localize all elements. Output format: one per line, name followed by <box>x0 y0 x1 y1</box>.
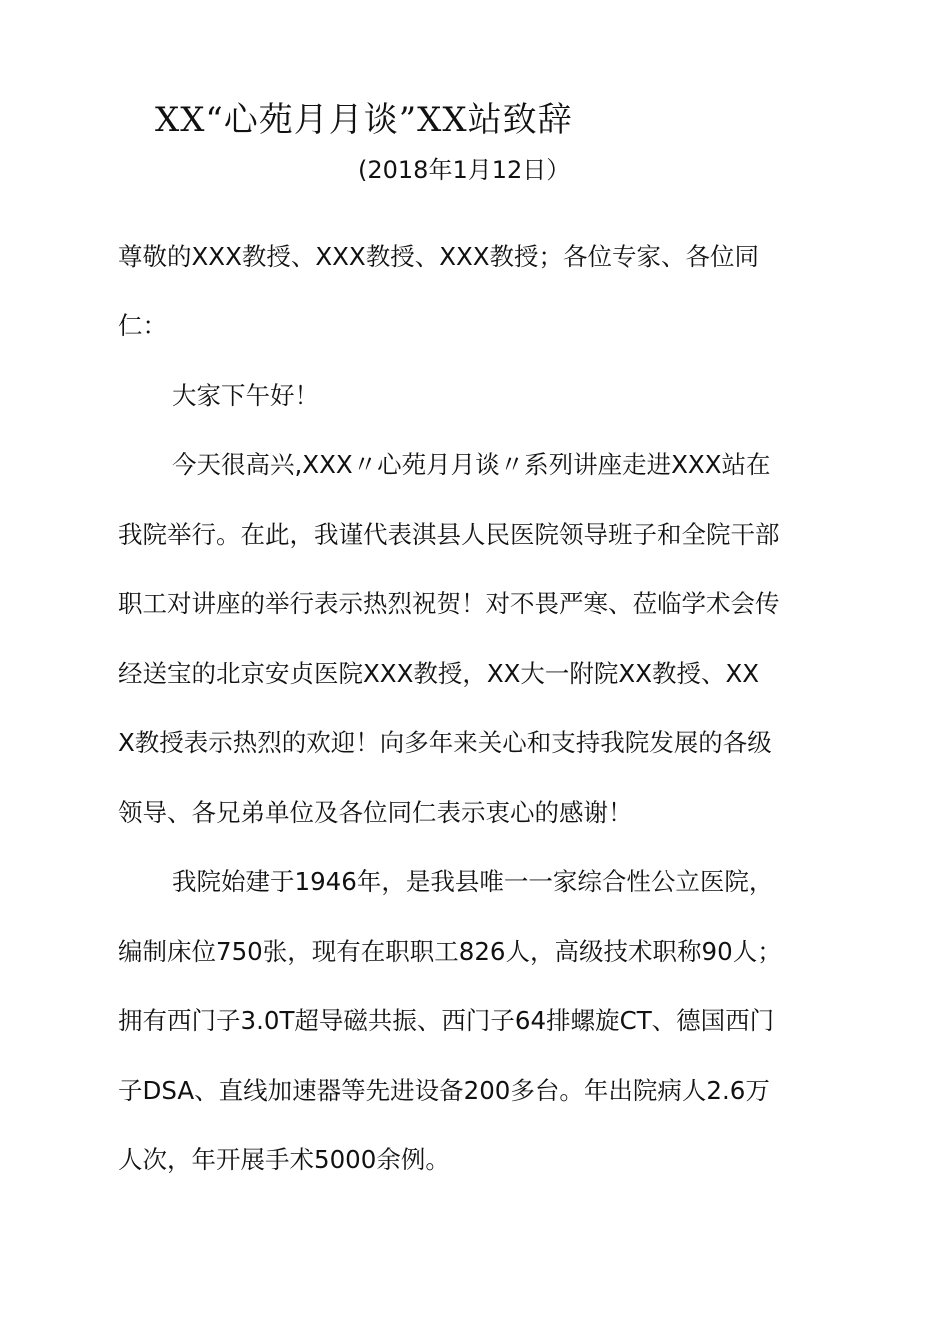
text-line: 人次，年开展手术5000余例。 <box>118 1145 450 1174</box>
text-line: 大家下午好！ <box>172 381 319 410</box>
document-title: XX“心苑月月谈”XX站致辞 <box>155 100 573 140</box>
text-line: 我院举行。在此，我谨代表淇县人民医院领导班子和全院干部 <box>118 520 780 549</box>
text-line: 我院始建于1946年，是我县唯一一家综合性公立医院， <box>172 867 774 896</box>
text-line: 子DSA、直线加速器等先进设备200多台。年出院病人2.6万 <box>118 1076 770 1105</box>
text-line: X教授表示热烈的欢迎！向多年来关心和支持我院发展的各级 <box>118 728 772 757</box>
text-line: 编制床位750张，现有在职职工826人，高级技术职称90人； <box>118 937 782 966</box>
text-line: 拥有西门子3.0T超导磁共振、西门子64排螺旋CT、德国西门 <box>118 1006 775 1035</box>
text-line: 仁： <box>118 311 167 340</box>
text-line: 尊敬的XXX教授、XXX教授、XXX教授；各位专家、各位同 <box>118 242 760 271</box>
text-line: 经送宝的北京安贞医院XXX教授，XX大一附院XX教授、XX <box>118 659 760 688</box>
text-line: 职工对讲座的举行表示热烈祝贺！对不畏严寒、莅临学术会传 <box>118 589 780 618</box>
document-date: (2018年1月12日） <box>358 156 571 184</box>
text-line: 领导、各兄弟单位及各位同仁表示衷心的感谢！ <box>118 798 633 827</box>
text-line: 今天很高兴,XXX〃心苑月月谈〃系列讲座走进XXX站在 <box>172 450 771 479</box>
